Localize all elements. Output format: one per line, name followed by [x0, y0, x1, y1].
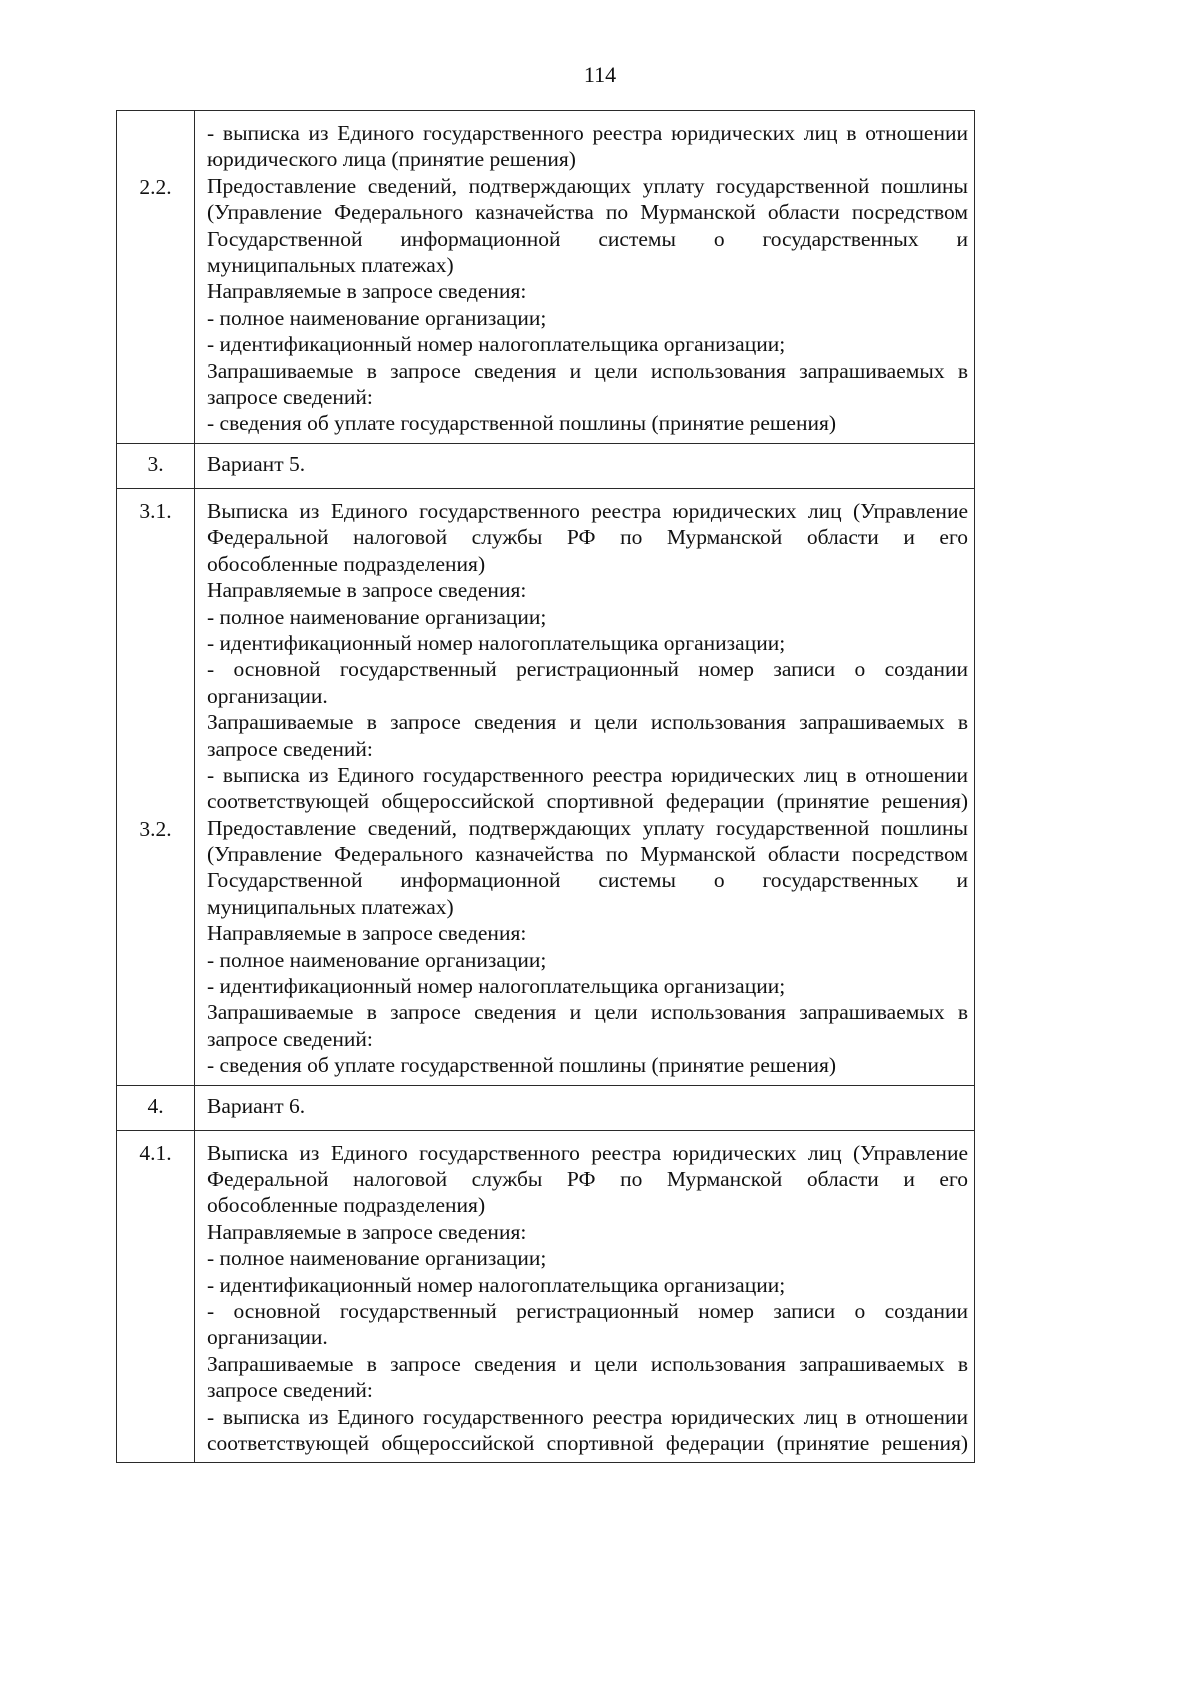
text-line: (Управление Федерального казначейства по Мурманской области посредством [207, 842, 968, 867]
text-line: Государственной информационной системы о государственных и [207, 868, 968, 893]
table-row-4-1 [117, 1130, 975, 1463]
text-line: - полное наименование организации; [207, 1246, 547, 1271]
text-line: соответствующей общероссийской спортивной федерации (принятие решения) [207, 1430, 968, 1455]
text-line: - сведения об уплате государственной пошлины (принятие решения) [207, 411, 837, 436]
text-line: - выписка из Единого государственного реестра юридических лиц в отношении [207, 762, 968, 787]
text-line: запросе сведений: [207, 1378, 373, 1403]
text-line: - идентификационный номер налогоплательщика организации; [207, 630, 786, 655]
text-line: Федеральной налоговой службы РФ по Мурманской области и его [207, 525, 968, 550]
text-line: Запрашиваемые в запросе сведения и цели использования запрашиваемых в [207, 710, 968, 735]
text-line: - идентификационный номер налогоплательщика организации; [207, 974, 786, 999]
text-line: Направляемые в запросе сведения: [207, 279, 527, 304]
text-line: Направляемые в запросе сведения: [207, 1219, 527, 1244]
table-row-4 [117, 1085, 975, 1130]
text-line: запросе сведений: [207, 736, 373, 761]
row-number: 3. [147, 452, 164, 476]
text-line: организации. [207, 1325, 328, 1350]
row-text [195, 111, 975, 444]
row-text [195, 489, 975, 1086]
text-line: муниципальных платежах) [207, 252, 454, 277]
requests-table [116, 110, 975, 1463]
text-line: организации. [207, 683, 328, 708]
text-line: - идентификационный номер налогоплательщика организации; [207, 332, 786, 357]
text-line: Выписка из Единого государственного реестра юридических лиц (Управление [207, 499, 968, 523]
text-line: Запрашиваемые в запросе сведения и цели использования запрашиваемых в [207, 1351, 968, 1376]
row-number: 3.1. [139, 499, 172, 523]
text-line: - идентификационный номер налогоплательщика организации; [207, 1272, 786, 1297]
table-row-3-1 [117, 489, 975, 1086]
table-row-3 [117, 444, 975, 489]
text-line: (Управление Федерального казначейства по Мурманской области посредством [207, 200, 968, 225]
row-text [195, 444, 975, 489]
row-number: 4.1. [139, 1140, 172, 1165]
row-text [195, 1085, 975, 1130]
text-line: - полное наименование организации; [207, 305, 547, 330]
text-line: запросе сведений: [207, 384, 373, 409]
text-line: муниципальных платежах) [207, 894, 454, 919]
row-number: 2.2. [139, 175, 172, 199]
text-line: - основной государственный регистрационный номер записи о создании [207, 657, 968, 682]
text-line: - полное наименование организации; [207, 604, 547, 629]
text-line: - выписка из Единого государственного реестра юридических лиц в отношении [207, 121, 968, 145]
text-line: - выписка из Единого государственного реестра юридических лиц в отношении [207, 1404, 968, 1429]
text-line: Направляемые в запросе сведения: [207, 921, 527, 946]
text-line: - основной государственный регистрационный номер записи о создании [207, 1298, 968, 1323]
text-line: - полное наименование организации; [207, 947, 547, 972]
row-number: 4. [147, 1093, 164, 1118]
text-line: запросе сведений: [207, 1026, 373, 1051]
text-line: Федеральной налоговой службы РФ по Мурманской области и его [207, 1166, 968, 1191]
text-line: обособленные подразделения) [207, 1193, 486, 1218]
page-number: 114 [583, 62, 617, 87]
text-line: юридического лица (принятие решения) [207, 147, 576, 172]
text-line: Государственной информационной системы о государственных и [207, 226, 968, 251]
text-line: обособленные подразделения) [207, 551, 486, 576]
text-line: Запрашиваемые в запросе сведения и цели использования запрашиваемых в [207, 1000, 968, 1025]
text-line: Направляемые в запросе сведения: [207, 578, 527, 603]
table-row-2-2 [117, 111, 975, 444]
row-text [195, 1130, 975, 1463]
text-line: Запрашиваемые в запросе сведения и цели использования запрашиваемых в [207, 358, 968, 383]
text-line: Вариант 5. [207, 452, 306, 476]
row-number: 3.2. [139, 817, 172, 841]
text-line: Предоставление сведений, подтверждающих уплату государственной пошлины [207, 815, 968, 840]
text-line: соответствующей общероссийской спортивной федерации (принятие решения) [207, 789, 968, 814]
text-line: Выписка из Единого государственного реестра юридических лиц (Управление [207, 1140, 968, 1165]
text-line: Предоставление сведений, подтверждающих уплату государственной пошлины [207, 173, 968, 198]
text-line: Вариант 6. [207, 1093, 306, 1118]
text-line: - сведения об уплате государственной пошлины (принятие решения) [207, 1053, 837, 1078]
